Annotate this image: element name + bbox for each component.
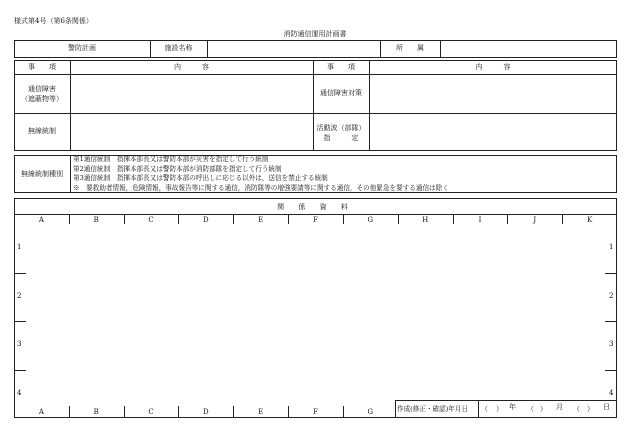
row-tick-right [605, 370, 617, 371]
column-tick-top [562, 214, 563, 224]
column-label-top-K: K [586, 216, 593, 224]
day-paren-close: ） [587, 405, 594, 413]
column-tick-top [288, 214, 289, 224]
facility-name-label: 施設名称 [164, 44, 193, 52]
year-label: 年 [509, 403, 516, 411]
column-label-bottom-G: G [367, 408, 374, 416]
column-tick-top [178, 214, 179, 224]
column-tick-top [507, 214, 508, 224]
page-title: 消防通信運用計画書 [283, 30, 347, 38]
column-label-top-F: F [313, 216, 318, 224]
column-tick-bottom [288, 406, 289, 418]
column-tick-top [398, 214, 399, 224]
radio-control-label: 無線統制 [28, 127, 56, 135]
col-item-left: 事 項 [28, 63, 56, 71]
column-tick-bottom [233, 406, 234, 418]
control-type-line-3: 第3通信統制 指揮本部長又は警防本部の呼出しに応じる以外は，送信を禁止する統制 [73, 174, 328, 183]
column-tick-bottom [69, 406, 70, 418]
form-code: 様式第4号（第6条関係） [14, 17, 93, 25]
affiliation-label: 所 属 [396, 44, 424, 52]
row-tick-left [14, 321, 26, 322]
row-label-right-2: 2 [609, 291, 614, 300]
row-label-left-3: 3 [17, 340, 22, 349]
column-tick-top [343, 214, 344, 224]
row-tick-right [605, 273, 617, 274]
column-label-bottom-E: E [258, 408, 264, 416]
control-type-line-2: 第2通信統制 指揮本部長又は警防本部が消防部隊を指定して行う統制 [73, 164, 282, 173]
row-label-left-1: 1 [17, 243, 22, 252]
month-label: 月 [556, 403, 563, 411]
control-type-line-1: 第1通信統制 指揮本部長又は警防本部が災害を指定して行う統制 [73, 155, 269, 163]
row-tick-left [14, 273, 26, 274]
year-paren-open: （ [481, 405, 488, 413]
column-tick-bottom [343, 406, 344, 418]
control-types-list [73, 155, 449, 193]
col-content-right: 内 容 [475, 63, 511, 71]
row-tick-left [14, 370, 26, 371]
column-label-bottom-F: F [313, 408, 318, 416]
comm-obstacle-measure-content[interactable] [373, 78, 613, 110]
plan-label: 警防計画 [68, 44, 96, 52]
column-label-top-A: A [38, 216, 44, 224]
column-label-bottom-B: B [93, 408, 99, 416]
day-label: 日 [603, 403, 610, 411]
row-label-left-4: 4 [17, 388, 22, 397]
row-label-right-4: 4 [609, 388, 614, 397]
active-wave-label: 活動波（部隊） 指 定 [316, 124, 366, 142]
created-date-label: 作成(修正・確認)年月日 [397, 405, 469, 413]
column-label-top-J: J [533, 216, 537, 224]
column-label-top-G: G [367, 216, 374, 224]
comm-obstacle-measure-label: 通信障害対策 [320, 89, 362, 97]
column-tick-bottom [124, 406, 125, 418]
column-tick-top [233, 214, 234, 224]
radio-control-content[interactable] [74, 117, 309, 148]
column-label-top-B: B [93, 216, 99, 224]
control-types-label: 無線統制種別 [21, 170, 63, 178]
day-paren-open: （ [573, 405, 580, 413]
column-label-top-I: I [478, 216, 482, 224]
month-paren-close: ） [540, 405, 547, 413]
column-label-bottom-D: D [203, 408, 209, 416]
column-label-top-D: D [203, 216, 209, 224]
column-label-bottom-A: A [38, 408, 44, 416]
column-label-top-C: C [148, 216, 154, 224]
col-item-right: 事 項 [327, 63, 355, 71]
col-content-left: 内 容 [174, 63, 209, 71]
comm-obstacle-label: 通信障害 （遮蔽物等） [21, 85, 63, 103]
comm-obstacle-content[interactable] [74, 78, 309, 110]
year-paren-close: ） [496, 405, 503, 413]
column-tick-bottom [178, 406, 179, 418]
active-wave-content[interactable] [373, 117, 613, 148]
column-tick-top [69, 214, 70, 224]
row-label-left-2: 2 [17, 291, 22, 300]
control-type-note: ※ 要救助者情報，危険情報，事故報告等に関する通信，消防隊等の増強要請等に関する通信，その他緊急を要する通信は除く [73, 183, 449, 192]
row-label-right-1: 1 [609, 243, 614, 252]
related-materials-grid [14, 198, 617, 418]
column-label-top-E: E [258, 216, 264, 224]
row-tick-right [605, 321, 617, 322]
column-tick-top [124, 214, 125, 224]
column-tick-top [453, 214, 454, 224]
month-paren-open: （ [527, 405, 534, 413]
grid-title: 関 係 資 料 [277, 203, 354, 211]
column-label-bottom-C: C [148, 408, 154, 416]
column-label-top-H: H [422, 216, 429, 224]
row-label-right-3: 3 [609, 340, 614, 349]
